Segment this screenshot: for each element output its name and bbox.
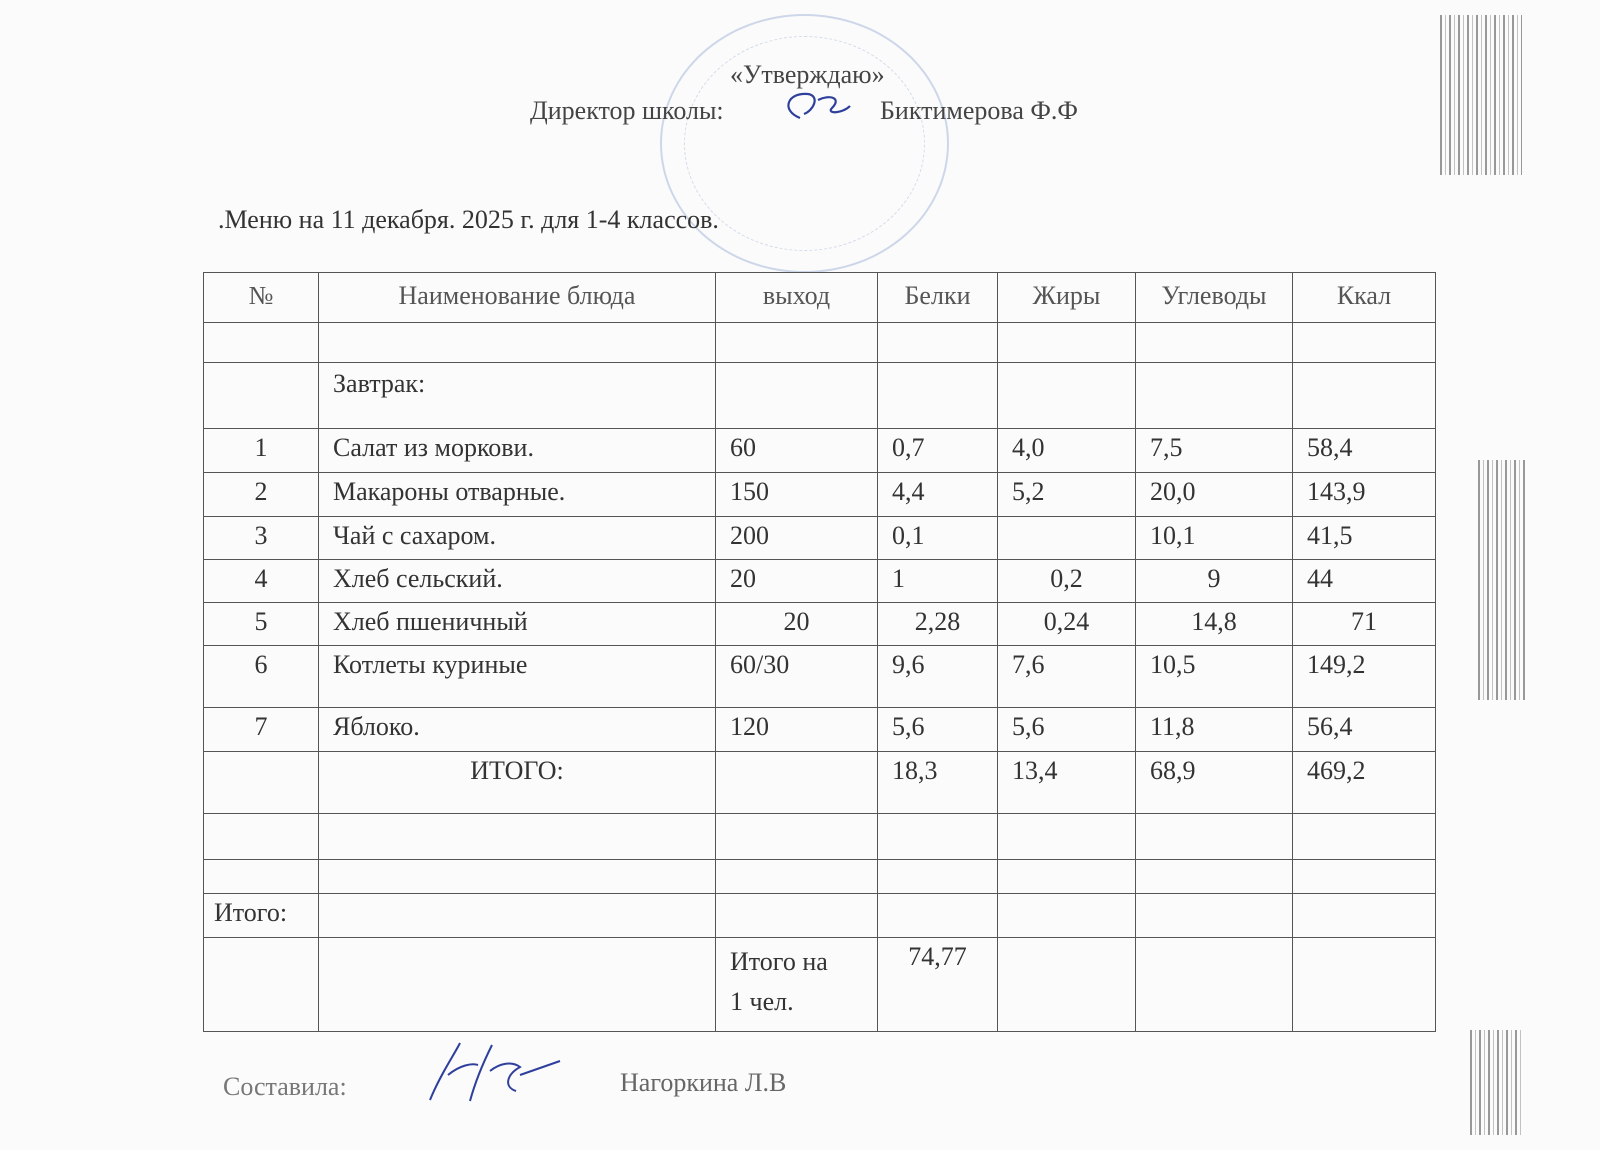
total-fat: 13,4: [998, 752, 1136, 814]
section-label: Завтрак:: [319, 363, 716, 429]
col-kcal: Ккал: [1293, 273, 1436, 323]
approve-heading: «Утверждаю»: [730, 60, 885, 89]
composer-signature: [420, 1035, 570, 1110]
per-person-label: Итого на 1 чел.: [716, 938, 878, 1032]
director-signature: [770, 80, 860, 130]
director-label: Директор школы:: [530, 96, 724, 125]
empty-row: [204, 814, 1436, 860]
empty-row: [204, 860, 1436, 894]
table-row: 5 Хлеб пшеничный 20 2,28 0,24 14,8 71: [204, 603, 1436, 646]
col-num: №: [204, 273, 319, 323]
scan-artifact-top: [1440, 15, 1522, 175]
total-row: [204, 752, 1436, 814]
col-fat: Жиры: [998, 273, 1136, 323]
composer-name: Нагоркина Л.В: [620, 1068, 787, 1097]
total-protein: 18,3: [878, 752, 998, 814]
table-row: 1 Салат из моркови. 60 0,7 4,0 7,5 58,4: [204, 429, 1436, 473]
menu-title: .Меню на 11 декабря. 2025 г. для 1-4 классов.: [218, 205, 719, 234]
scan-artifact-middle: [1478, 460, 1526, 700]
table-row: 2 Макароны отварные. 150 4,4 5,2 20,0 143,9: [204, 473, 1436, 517]
total-kcal: 469,2: [1293, 752, 1436, 814]
table-row: 3 Чай с сахаром. 200 0,1 10,1 41,5: [204, 517, 1436, 560]
table-row: 6 Котлеты куриные 60/30 9,6 7,6 10,5 149,2: [204, 646, 1436, 708]
col-carbs: Углеводы: [1136, 273, 1293, 323]
itogo-label: Итого:: [204, 894, 319, 938]
per-person-value: 74,77: [878, 938, 998, 1032]
col-protein: Белки: [878, 273, 998, 323]
director-name: Биктимерова Ф.Ф: [880, 96, 1078, 125]
section-row: [204, 363, 1436, 429]
itogo-row: [204, 894, 1436, 938]
scan-artifact-bottom: [1470, 1030, 1522, 1135]
menu-table: [203, 272, 1436, 1032]
composed-label: Составила:: [223, 1072, 347, 1101]
total-carbs: 68,9: [1136, 752, 1293, 814]
table-row: 7 Яблоко. 120 5,6 5,6 11,8 56,4: [204, 708, 1436, 752]
table-header-row: [204, 273, 1436, 323]
per-person-row: [204, 938, 1436, 1032]
col-name: Наименование блюда: [319, 273, 716, 323]
col-out: выход: [716, 273, 878, 323]
table-row: 4 Хлеб сельский. 20 1 0,2 9 44: [204, 560, 1436, 603]
total-label: ИТОГО:: [319, 752, 716, 814]
empty-row: [204, 323, 1436, 363]
